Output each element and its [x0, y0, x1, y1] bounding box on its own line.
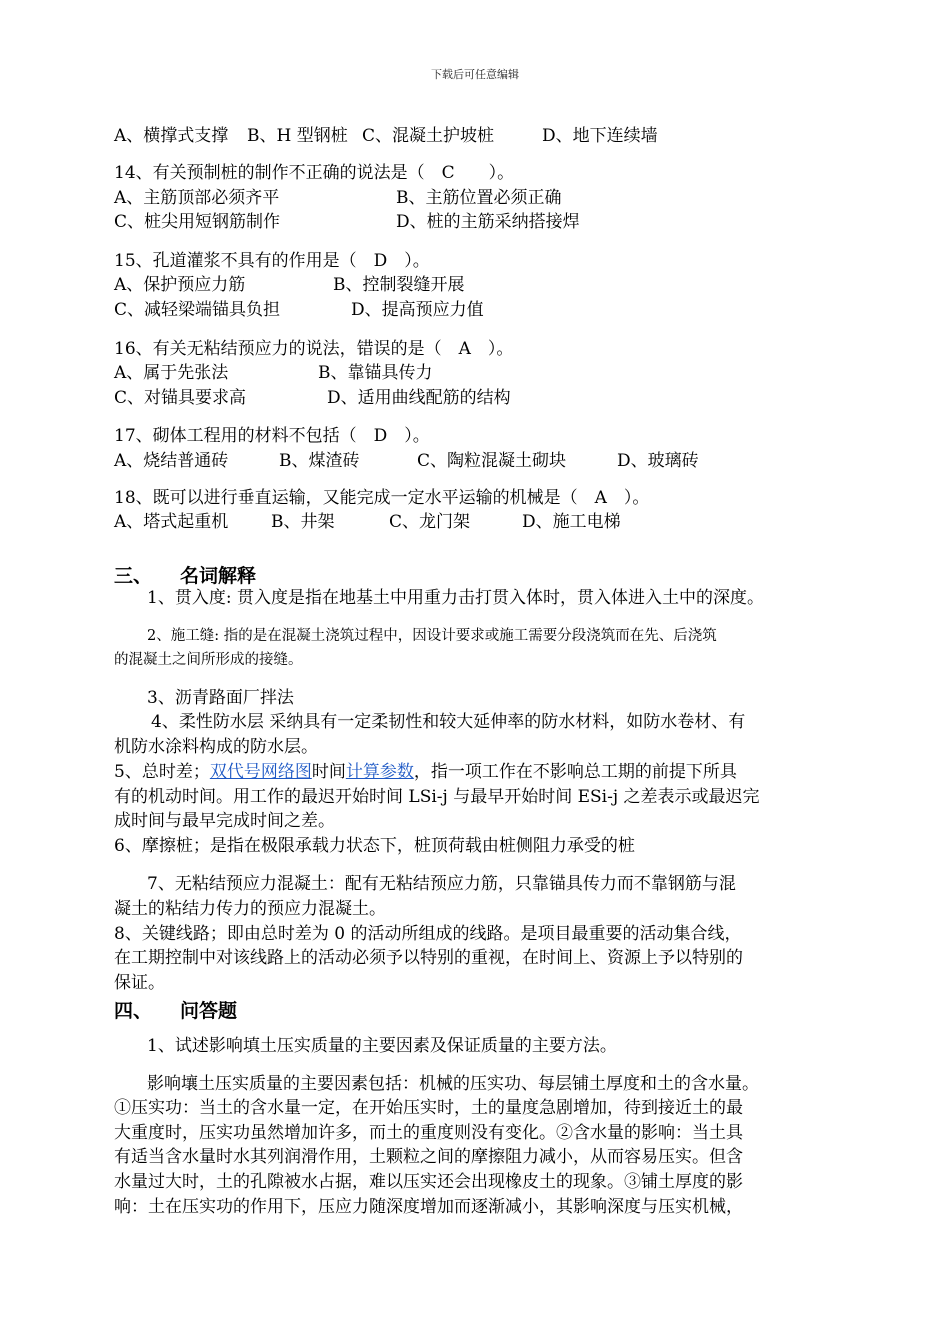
q15-option-d: D、提高预应力值 [351, 300, 484, 320]
q13-option-b: B、H 型钢桩 [247, 126, 348, 146]
q13-option-a: A、横撑式支撑 [114, 126, 229, 146]
q16-option-d: D、适用曲线配筋的结构 [327, 388, 511, 408]
q16-options-row1 [114, 361, 433, 385]
q17-option-d: D、玻璃砖 [617, 451, 699, 471]
page-header: 下载后可任意编辑 [431, 68, 519, 81]
link-double-code-network[interactable]: 双代号网络图 [209, 762, 312, 782]
q14-stem: 14、有关预制桩的制作不正确的说法是（ C ）。 [114, 163, 515, 183]
qa-question-1: 1、试述影响填土压实质量的主要因素及保证质量的主要方法。 [147, 1036, 617, 1056]
qa-answer-line2: ①压实功：当土的含水量一定，在开始压实时，土的量度急剧增加，待到接近土的最 [114, 1098, 743, 1118]
q17-option-c: C、陶粒混凝土砌块 [417, 451, 567, 471]
q16-stem: 16、有关无粘结预应力的说法，错误的是（ A ）。 [114, 339, 514, 359]
q18-option-b: B、井架 [271, 512, 335, 532]
term-5-line1 [114, 760, 737, 784]
q18-stem: 18、既可以进行垂直运输，又能完成一定水平运输的机械是（ A ）。 [114, 488, 650, 508]
q13-option-c: C、混凝土护坡桩 [362, 126, 495, 146]
q15-option-c: C、减轻梁端锚具负担 [114, 300, 281, 320]
section-3-title: 名词解释 [180, 565, 257, 587]
q15-option-a: A、保护预应力筋 [114, 275, 246, 295]
term-7-line2: 凝土的粘结力传力的预应力混凝土。 [114, 899, 386, 919]
term-1: 1、贯入度: 贯入度是指在地基土中用重力击打贯入体时，贯入体进入土中的深度。 [147, 588, 764, 608]
q15-options-row2 [114, 298, 484, 322]
term-2-line2: 的混凝土之间所形成的接缝。 [114, 652, 303, 668]
term-5-line2: 有的机动时间。用工作的最迟开始时间 LSi-j 与最早开始时间 ESi-j 之差表示或最迟完 [114, 787, 760, 807]
link-calculation-parameters[interactable]: 计算参数 [345, 762, 414, 782]
q16-option-a: A、属于先张法 [114, 363, 229, 383]
q13-option-d: D、地下连续墙 [542, 126, 658, 146]
q15-options-row1 [114, 273, 465, 297]
qa-answer-line6: 响：土在压实功的作用下，压应力随深度增加而逐渐减小，其影响深度与压实机械， [114, 1197, 743, 1217]
section-3-heading [114, 561, 256, 588]
q18-options [114, 510, 621, 534]
q14-option-c: C、桩尖用短钢筋制作 [114, 212, 281, 232]
q17-options [114, 449, 699, 473]
term-8-line3: 保证。 [114, 973, 165, 993]
qa-answer-line1: 影响壤土压实质量的主要因素包括：机械的压实功、每层铺土厚度和土的含水量。 [147, 1074, 759, 1094]
q16-option-c: C、对锚具要求高 [114, 388, 247, 408]
term-5-text-b: ，指一项工作在不影响总工期的前提下所具 [413, 762, 737, 782]
term-5-line3: 成时间与最早完成时间之差。 [114, 811, 335, 831]
q18-option-a: A、塔式起重机 [114, 512, 229, 532]
section-3-number: 三、 [114, 565, 153, 587]
q16-options-row2 [114, 386, 511, 410]
q15-stem: 15、孔道灌浆不具有的作用是（ D ）。 [114, 251, 430, 271]
q14-option-b: B、主筋位置必须正确 [396, 188, 562, 208]
term-4-line2: 机防水涂料构成的防水层。 [114, 737, 318, 757]
section-4-heading [114, 996, 237, 1023]
q17-option-b: B、煤渣砖 [279, 451, 360, 471]
q15-option-b: B、控制裂缝开展 [333, 275, 465, 295]
section-4-number: 四、 [114, 1000, 153, 1022]
q14-option-d: D、桩的主筋采纳搭接焊 [396, 212, 580, 232]
term-5-text-a: 时间 [311, 762, 346, 782]
q17-stem: 17、砌体工程用的材料不包括（ D ）。 [114, 426, 430, 446]
term-3: 3、沥青路面厂拌法 [147, 688, 294, 708]
term-8-line2: 在工期控制中对该线路上的活动必须予以特别的重视，在时间上、资源上予以特别的 [114, 948, 743, 968]
q13-options [114, 124, 658, 148]
term-6: 6、摩擦桩；是指在极限承载力状态下，桩顶荷载由桩侧阻力承受的桩 [114, 836, 635, 856]
q14-options-row2 [114, 210, 580, 234]
q18-option-c: C、龙门架 [389, 512, 471, 532]
qa-answer-line5: 水量过大时，土的孔隙被水占据，难以压实还会出现橡皮土的现象。③铺土厚度的影 [114, 1172, 743, 1192]
term-5-label: 5、总时差； [114, 762, 210, 782]
term-7-line1: 7、无粘结预应力混凝土：配有无粘结预应力筋，只靠锚具传力而不靠钢筋与混 [147, 874, 736, 894]
term-4-line1: 4、柔性防水层 采纳具有一定柔韧性和较大延伸率的防水材料，如防水卷材、有 [151, 712, 746, 732]
term-2-line1: 2、施工缝: 指的是在混凝土浇筑过程中，因设计要求或施工需要分段浇筑而在先、后浇筑 [147, 628, 717, 644]
q18-option-d: D、施工电梯 [522, 512, 621, 532]
qa-answer-line4: 有适当含水量时水其列润滑作用，土颗粒之间的摩擦阻力减小，从而容易压实。但含 [114, 1147, 743, 1167]
term-8-line1: 8、关键线路；即由总时差为 0 的活动所组成的线路。是项目最重要的活动集合线， [114, 924, 742, 944]
q14-options-row1 [114, 186, 562, 210]
q17-option-a: A、烧结普通砖 [114, 451, 229, 471]
q16-option-b: B、靠锚具传力 [318, 363, 433, 383]
q14-option-a: A、主筋顶部必须齐平 [114, 188, 280, 208]
qa-answer-line3: 大重度时，压实功虽然增加许多，而土的重度则没有变化。②含水量的影响：当土具 [114, 1123, 743, 1143]
section-4-title: 问答题 [180, 1000, 238, 1022]
